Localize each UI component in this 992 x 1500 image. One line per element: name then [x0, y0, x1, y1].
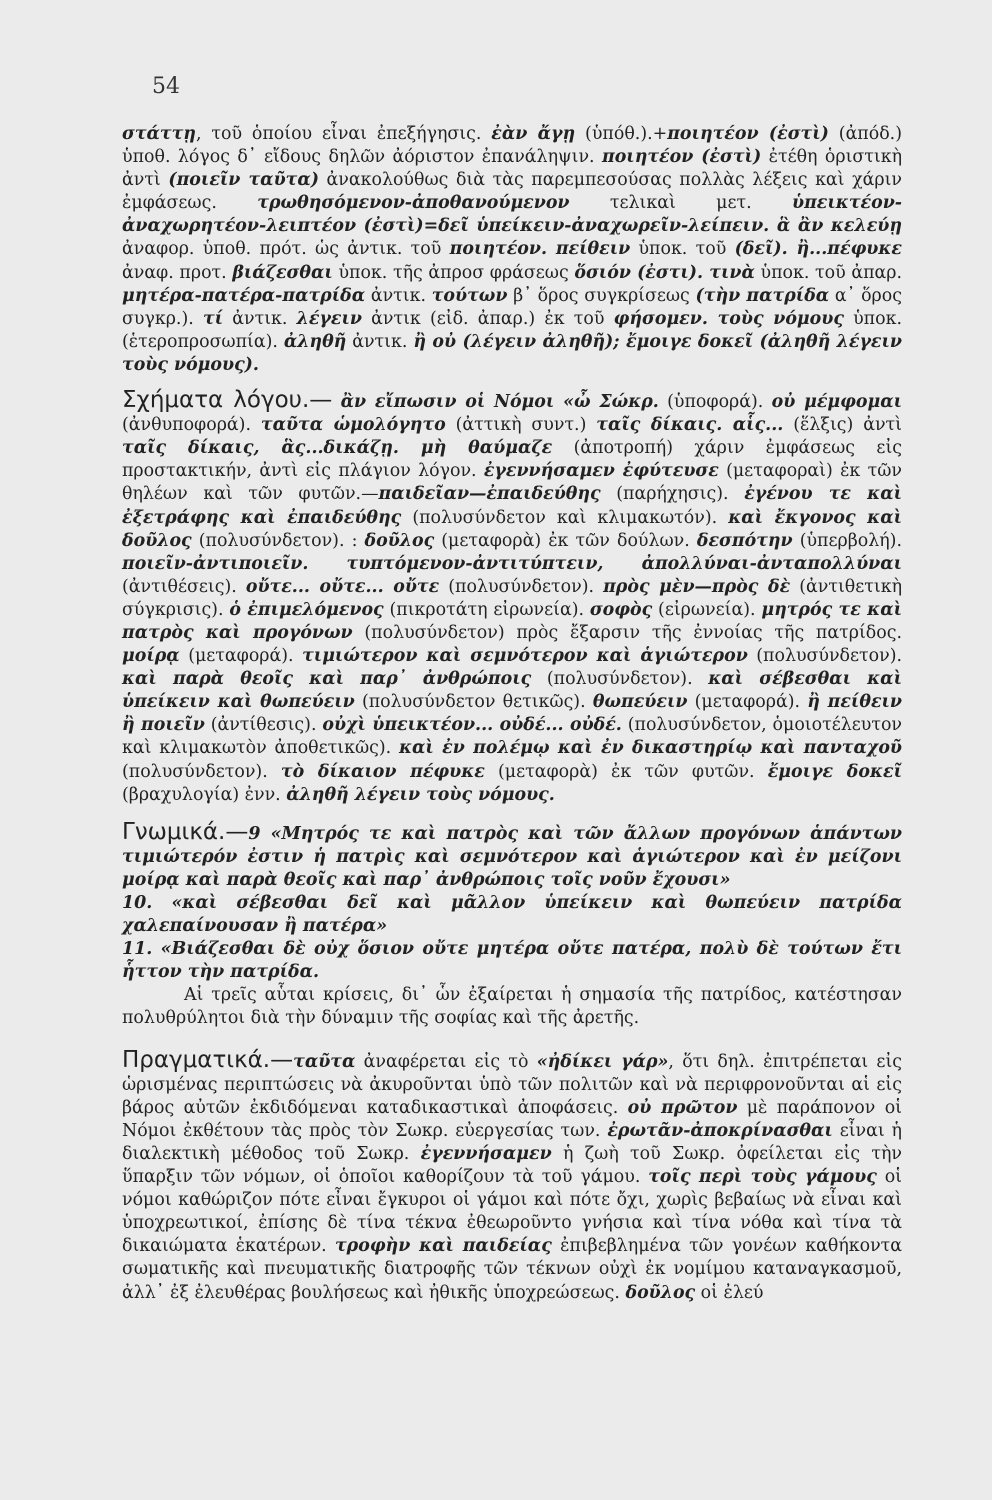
- commentary-text: (πολυσύνδετον).: [439, 576, 604, 597]
- commentary-text: , ὅτι δηλ. ἐπιτρέπεται εἰς ὡρισμένας περιπτώσεις νὰ ἀκυροῦνται ὑπὸ τῶν πολιτῶν καὶ νὰ περιφρονοῦνται αἱ εἰς βάρος αὐτῶν ἐκδιδόμεναι καταδικαστικαὶ ἀποφάσεις.: [122, 1051, 903, 1118]
- commentary-text: (ὑποφορά).: [658, 392, 772, 413]
- section-heading: Πραγματικά.—: [122, 1046, 294, 1073]
- greek-quotation: τοῖς περὶ τοὺς γάμους: [648, 1167, 877, 1188]
- greek-quotation: ἐρωτᾶν-ἀποκρίνασθαι: [607, 1120, 833, 1141]
- commentary-text: εἶναι ἡ διαλεκτικὴ μέθοδος τοῦ Σωκρ.: [122, 1120, 902, 1164]
- commentary-text: (μεταφορά).: [179, 646, 303, 667]
- greek-quotation: ταῦτα: [293, 1051, 356, 1072]
- greek-quotation: ποιεῖν-ἀντιποιεῖν. τυπτόμενον-ἀντιτύπτειν, ἀπολλύναι-ἀνταπολλύναι: [122, 553, 902, 574]
- commentary-text: (πολυσύνδετον).: [747, 646, 903, 667]
- commentary-text: Αἱ τρεῖς αὗται κρίσεις, δι᾽ ὧν ἐξαίρεται ἡ σημασία τῆς πατρίδος, κατέστησαν πολυθρύλητοι διὰ τὴν δύναμιν τῆς σοφίας καὶ τῆς ἀρετῆς.: [122, 985, 902, 1029]
- commentary-text: ἀντικ.: [223, 308, 297, 329]
- greek-quotation: ἢ οὐ (λέγειν ἀληθῆ); ἔμοιγε δοκεῖ (ἀληθῆ λέγειν τοὺς νόμους).: [122, 331, 902, 375]
- commentary-text: (ὑπερβολή).: [792, 530, 902, 551]
- greek-quotation: καὶ ἔκγονος καὶ δοῦλος: [122, 507, 903, 551]
- commentary-text: (πολυσύνδετον, ὁμοιοτέλευτον καὶ κλιμακωτὸν ἀποθετικῶς).: [122, 715, 902, 759]
- greek-quotation: 10. «καὶ σέβεσθαι δεῖ καὶ μᾶλλον ὑπείκειν καὶ θωπεύειν πατρίδα χαλεπαίνουσαν ἢ πατέρα»: [122, 893, 902, 937]
- greek-quotation: ταῖς δίκαις, ἃς...δικάζῃ. μὴ θαύμαζε: [122, 438, 553, 459]
- commentary-text: ἀντικ (εἰδ. ἀπαρ.) ἐκ τοῦ: [361, 308, 614, 329]
- commentary-text: (ἀποτροπή) χάριν ἐμφάσεως εἰς προστακτικήν, ἀντὶ εἰς πλάγιον λόγον.: [122, 438, 902, 482]
- commentary-text: ἀναφέρεται εἰς τὸ: [355, 1051, 537, 1072]
- paragraph-grammar-notes: [122, 123, 902, 377]
- greek-quotation: 11. «Βιάζεσθαι δὲ οὐχ ὅσιον οὔτε μητέρα οὔτε πατέρα, πολὺ δὲ τούτων ἔτι ἧττον τὴν πατρίδα.: [122, 939, 902, 983]
- greek-quotation: ἐγεννήσαμεν: [420, 1143, 552, 1164]
- commentary-text: μὲ παράπονον οἱ Νόμοι ἐκθέτουν τὰς πρὸς τὸν Σωκρ. εὐεργεσίας των.: [122, 1097, 902, 1141]
- greek-quotation: ἐὰν ἄγῃ: [491, 124, 576, 144]
- greek-quotation: οὔτε... οὔτε... οὔτε: [245, 576, 440, 597]
- commentary-text: (πολυσύνδετον). :: [191, 530, 365, 551]
- commentary-text: (ἀπόδ.) ὑποθ. λόγος δ᾽ εἴδους δηλῶν ἀόριστον ἐπανάληψιν.: [122, 124, 902, 168]
- greek-quotation: ταῖς δίκαις. αἷς...: [596, 415, 784, 436]
- commentary-text: ἀντικ.: [365, 285, 432, 306]
- paragraph-maxims-commentary: [122, 984, 902, 1030]
- commentary-text: ὑποκ. τῆς ἀπροσ φράσεως: [332, 262, 575, 283]
- commentary-text: (παρήχησις).: [600, 484, 745, 505]
- commentary-text: (πολυσύνδετον).: [122, 761, 281, 782]
- greek-quotation: ποιητέον (ἐστὶ): [601, 147, 762, 168]
- greek-quotation: καὶ σέβεσθαι καὶ ὑπείκειν καὶ θωπεύειν: [122, 669, 902, 713]
- greek-quotation: ὅσιόν (ἐστι). τινὰ: [574, 262, 755, 283]
- commentary-text: ἀναφορ. ὑποθ. πρότ. ὡς ἀντικ. τοῦ: [122, 239, 450, 260]
- greek-quotation: ἀληθῆ λέγειν τοὺς νόμους.: [286, 784, 555, 805]
- commentary-text: [332, 392, 340, 412]
- commentary-text: (μεταφορά).: [687, 692, 808, 713]
- commentary-text: (πολυσύνδετον).: [531, 669, 709, 690]
- greek-quotation: «ἠδίκει γάρ»: [536, 1051, 669, 1072]
- commentary-text: (πολυσύνδετον καὶ κλιμακωτόν).: [401, 507, 729, 528]
- paragraph-factual-notes: [122, 1046, 903, 1305]
- commentary-text: (εἰρωνεία).: [652, 599, 762, 620]
- greek-quotation: δοῦλος: [364, 530, 435, 551]
- section-heading: Σχήματα λόγου.—: [122, 387, 333, 414]
- greek-quotation: τροφὴν καὶ παιδείας: [334, 1236, 552, 1257]
- commentary-text: (ἀντιθέσεις).: [122, 576, 246, 597]
- greek-quotation: μητέρα-πατέρα-πατρίδα: [122, 285, 366, 306]
- commentary-text: ἀντικ.: [346, 331, 414, 352]
- commentary-text: (ἕλξις) ἀντὶ: [783, 415, 902, 436]
- greek-quotation: καὶ παρὰ θεοῖς καὶ παρ᾽ ἀνθρώποις: [122, 669, 532, 690]
- greek-quotation: οὐ μέμφομαι: [771, 392, 902, 413]
- commentary-text: ἀνακολούθως διὰ τὰς παρεμπεσούσας πολλὰς λέξεις καὶ χάριν ἐμφάσεως.: [122, 170, 902, 214]
- section-heading: Γνωμικά.—: [122, 818, 249, 845]
- commentary-text: οἱ ἐλεύ: [695, 1282, 764, 1303]
- greek-quotation: παιδεῖαν—ἐπαιδεύθης: [378, 484, 601, 505]
- greek-quotation: θωπεύειν: [592, 692, 688, 713]
- commentary-text: (ἀντιθετικὴ σύγκρισις).: [122, 576, 902, 620]
- commentary-text: ὑποκ. τοῦ: [630, 239, 735, 260]
- greek-quotation: σοφὸς: [589, 599, 653, 620]
- commentary-text: (πικροτάτη εἰρωνεία).: [383, 599, 590, 620]
- greek-quotation: τούτων: [431, 285, 508, 306]
- page-text: [122, 123, 902, 1305]
- greek-quotation: ἢ πείθειν ἢ ποιεῖν: [122, 692, 902, 736]
- greek-quotation: καὶ ἐν πολέμῳ καὶ ἐν δικαστηρίῳ καὶ πανταχοῦ: [399, 738, 902, 759]
- greek-quotation: μοίρᾳ: [122, 646, 180, 667]
- paragraph-maxims: [122, 818, 902, 892]
- greek-quotation: τρωθησόμενον-ἀποθανούμενον: [257, 193, 570, 214]
- maxim-11: [122, 938, 902, 984]
- commentary-text: (βραχυλογία) ἐνν.: [122, 784, 287, 805]
- greek-quotation: (ποιεῖν ταῦτα): [168, 170, 319, 191]
- commentary-text: (πολυσύνδετον) πρὸς ἔξαρσιν τῆς ἐννοίας τῆς πατρίδος.: [352, 622, 902, 643]
- maxim-10: [122, 892, 902, 938]
- greek-quotation: τὸ δίκαιον πέφυκε: [280, 761, 485, 782]
- commentary-text: (πολυσύνδετον θετικῶς).: [354, 692, 593, 713]
- greek-quotation: λέγειν: [296, 308, 362, 329]
- commentary-text: (ἀντίθεσις).: [204, 715, 323, 736]
- commentary-text: β᾽ ὅρος συγκρίσεως: [507, 285, 696, 306]
- commentary-text: ὑποκ. (ἑτεροπροσωπία).: [122, 308, 902, 352]
- greek-quotation: ποιητέον. πείθειν: [449, 239, 631, 260]
- commentary-text: (ὑπόθ.).+: [575, 124, 668, 144]
- commentary-text: (ἀνθυποφορά).: [122, 415, 261, 436]
- greek-quotation: δοῦλος: [625, 1282, 696, 1303]
- commentary-text: ἐτέθη ὁριστικὴ ἀντὶ: [122, 147, 902, 191]
- greek-quotation: ὑπεικτέον-ἀναχωρητέον-λειπτέον (ἐστὶ)=δεῖ ὑπείκειν-ἀναχωρεῖν-λείπειν. ἃ ἂν κελεύῃ: [122, 193, 902, 237]
- greek-quotation: ποιητέον (ἐστὶ): [667, 124, 829, 144]
- greek-quotation: ἔμοιγε δοκεῖ: [767, 761, 902, 782]
- greek-quotation: δεσπότην: [696, 530, 793, 551]
- greek-quotation: οὐχὶ ὑπεικτέον... οὐδέ... οὐδέ.: [322, 715, 622, 736]
- greek-quotation: ἐγένου τε καὶ ἐξετράφης καὶ ἐπαιδεύθης: [122, 484, 902, 528]
- greek-quotation: ἂν εἴπωσιν οἱ Νόμοι «ὦ Σώκρ.: [340, 392, 659, 413]
- greek-quotation: στάττῃ: [122, 124, 196, 144]
- commentary-text: (μεταφοραὶ) ἐκ τῶν θηλέων καὶ τῶν φυτῶν.—: [122, 461, 902, 505]
- greek-quotation: ταῦτα ὡμολόγητο: [260, 415, 446, 436]
- commentary-text: τελικαὶ μετ.: [569, 193, 793, 214]
- commentary-text: (ἀττικὴ συντ.): [445, 415, 597, 436]
- greek-quotation: πρὸς μὲν—πρὸς δὲ: [603, 576, 791, 597]
- greek-quotation: τί: [202, 308, 224, 329]
- greek-quotation: ἀληθῆ: [283, 331, 347, 352]
- greek-quotation: (τὴν πατρίδα: [695, 285, 830, 306]
- commentary-text: ἐπιβεβλημένα τῶν γονέων καθήκοντα σωματικῆς καὶ πνευματικῆς διατροφῆς τῶν τέκνων οὐχὶ ἐκ νομίμου καταναγκασμοῦ, ἀλλ᾽ ἐξ ἐλευθέρας βουλήσεως καὶ ἠθικῆς ὑποχρεώσεως.: [122, 1236, 903, 1303]
- page-number: 54: [152, 74, 180, 99]
- greek-quotation: βιάζεσθαι: [232, 262, 333, 283]
- commentary-text: , τοῦ ὁποίου εἶναι ἐπεξήγησις.: [195, 124, 492, 144]
- greek-quotation: (δεῖ). ἢ...πέφυκε: [734, 239, 902, 260]
- commentary-text: ἀναφ. προτ.: [122, 262, 233, 283]
- greek-quotation: οὐ πρῶτον: [627, 1097, 738, 1118]
- commentary-text: (μεταφορὰ) ἐκ τῶν φυτῶν.: [484, 761, 768, 782]
- commentary-text: ὑποκ. τοῦ ἀπαρ.: [754, 262, 902, 283]
- greek-quotation: ἐγεννήσαμεν ἐφύτευσε: [483, 461, 719, 482]
- greek-quotation: φήσομεν. τοὺς νόμους: [613, 308, 844, 329]
- commentary-text: (μεταφορὰ) ἐκ τῶν δούλων.: [434, 530, 697, 551]
- greek-quotation: 9 «Μητρός τε καὶ πατρὸς καὶ τῶν ἄλλων προγόνων ἁπάντων τιμιώτερόν ἐστιν ἡ πατρὶς καὶ σεμνότερον καὶ ἁγιώτερον καὶ ἐν μείζονι μοίρᾳ καὶ παρὰ θεοῖς καὶ παρ᾽ ἀνθρώποις τοῖς νοῦν ἔχουσι»: [122, 823, 902, 890]
- commentary-text: οἱ νόμοι καθώριζον πότε εἶναι ἔγκυροι οἱ γάμοι καὶ πότε ὄχι, χωρὶς βεβαίως νὰ εἶναι καὶ ὑποχρεωτικοί, ἐπίσης δὲ τίνα τέκνα ἐθεωροῦντο γνήσια καὶ τίνα νόθα καὶ τίνα τὰ δικαιώματα ἑκατέρων.: [122, 1167, 902, 1257]
- greek-quotation: μητρός τε καὶ πατρὸς καὶ προγόνων: [122, 599, 902, 643]
- paragraph-figures-of-speech: [122, 389, 902, 807]
- commentary-text: α᾽ ὅρος συγκρ.).: [122, 285, 902, 329]
- greek-quotation: τιμιώτερον καὶ σεμνότερον καὶ ἁγιώτερον: [302, 646, 748, 667]
- greek-quotation: ὁ ἐπιμελόμενος: [229, 599, 384, 620]
- commentary-text: ἡ ζωὴ τοῦ Σωκρ. ὀφείλεται εἰς τὴν ὕπαρξιν τῶν νόμων, οἱ ὁποῖοι καθορίζουν τὰ τοῦ γάμου.: [122, 1143, 902, 1188]
